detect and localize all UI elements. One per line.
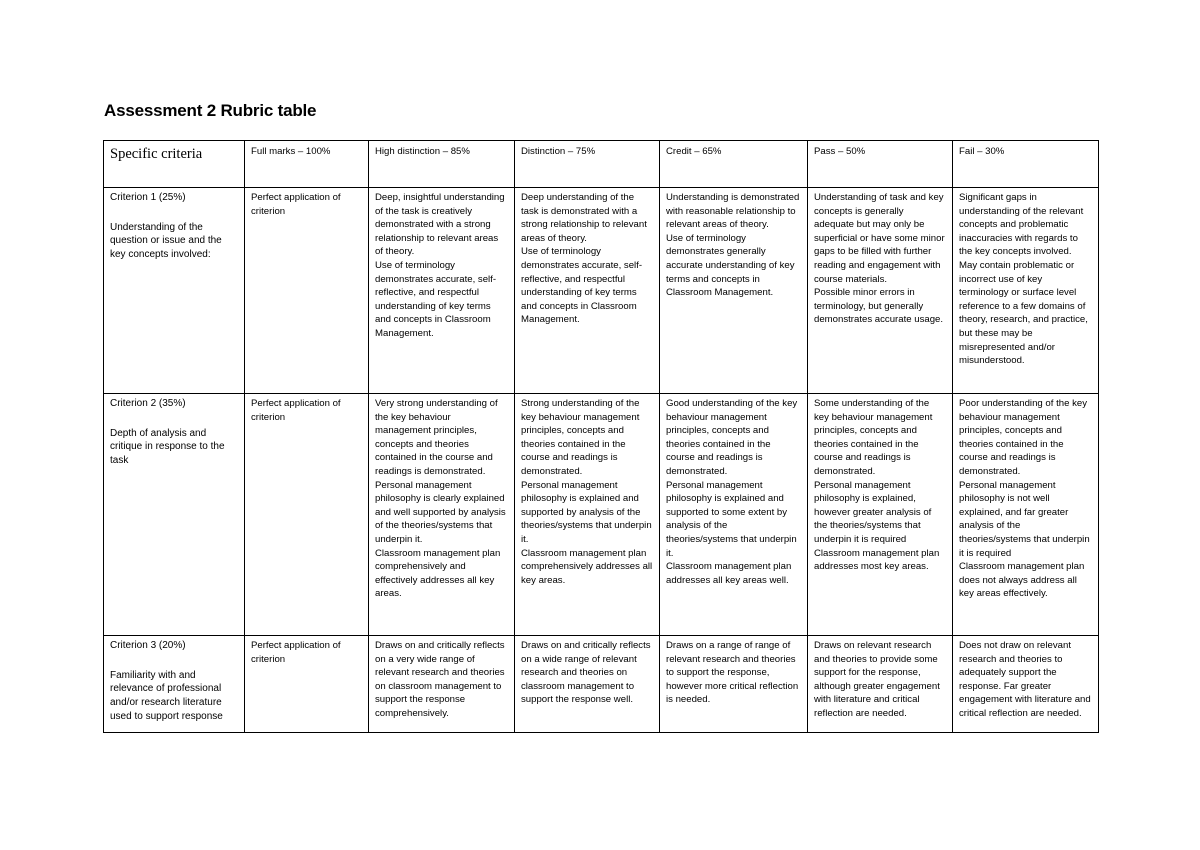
distinction-cell: Strong understanding of the key behaviour management principles, concepts and theories contained in the course and readings is demonstrated. Personal management philosophy is explained and supported by analysis of the theories/systems that underpin it. Classroom management plan comprehensively addresses all key areas. xyxy=(515,394,660,636)
criterion-title: Criterion 1 (25%) xyxy=(110,192,186,203)
full-marks-cell: Perfect application of criterion xyxy=(245,394,369,636)
criterion-cell xyxy=(104,636,245,733)
header-credit: Credit – 65% xyxy=(660,141,808,188)
criterion-description: Depth of analysis and critique in response to the task xyxy=(110,427,225,467)
distinction-cell: Draws on and critically reflects on a wide range of relevant research and theories on classroom management to support the response well. xyxy=(515,636,660,733)
fail-cell: Poor understanding of the key behaviour management principles, concepts and theories contained in the course and readings is demonstrated. Personal management philosophy is not well explained, and far greater analysis of the theories/systems that underpin it is required Classroom management plan does not always address all key areas effectively. xyxy=(953,394,1099,636)
fail-cell: Significant gaps in understanding of the relevant concepts and problematic inaccuracies with regards to the key concepts involved. May contain problematic or incorrect use of key terminology or surface level reference to a few domains of theory, research, and practice, but these may be misrepresented and/or misunderstood. xyxy=(953,188,1099,394)
criterion-cell xyxy=(104,188,245,394)
table-row xyxy=(104,188,1099,394)
criterion-description: Familiarity with and relevance of professional and/or research literature used to support response xyxy=(110,669,223,722)
criterion-description: Understanding of the question or issue and the key concepts involved: xyxy=(110,221,222,261)
rubric-table xyxy=(103,140,1099,733)
header-fail: Fail – 30% xyxy=(953,141,1099,188)
high-distinction-cell: Very strong understanding of the key behaviour management principles, concepts and theories contained in the course and readings is demonstrated. Personal management philosophy is clearly explained and well supported by analysis of the theories/systems that underpin it. Classroom management plan comprehensively and effectively addresses all key areas. xyxy=(369,394,515,636)
fail-cell: Does not draw on relevant research and theories to adequately support the response. Far greater engagement with literature and critical reflection are needed. xyxy=(953,636,1099,733)
header-specific-criteria: Specific criteria xyxy=(104,141,245,188)
criterion-title: Criterion 2 (35%) xyxy=(110,398,186,409)
header-full-marks: Full marks – 100% xyxy=(245,141,369,188)
pass-cell: Some understanding of the key behaviour management principles, concepts and theories contained in the course and readings is demonstrated. Personal management philosophy is explained, however greater analysis of the theories/systems that underpin it is required Classroom management plan addresses most key areas. xyxy=(808,394,953,636)
criterion-cell xyxy=(104,394,245,636)
high-distinction-cell: Draws on and critically reflects on a very wide range of relevant research and theories on classroom management to support the response comprehensively. xyxy=(369,636,515,733)
pass-cell: Understanding of task and key concepts is generally adequate but may only be superficial or have some minor gaps to be filled with further reading and engagement with course materials. Possible minor errors in terminology, but generally demonstrates accurate usage. xyxy=(808,188,953,394)
header-pass: Pass – 50% xyxy=(808,141,953,188)
table-header-row xyxy=(104,141,1099,188)
table-row xyxy=(104,394,1099,636)
header-high-distinction: High distinction – 85% xyxy=(369,141,515,188)
table-row xyxy=(104,636,1099,733)
credit-cell: Understanding is demonstrated with reasonable relationship to relevant areas of theory. Use of terminology demonstrates generally accurate understanding of key terms and concepts in Classroom Management. xyxy=(660,188,808,394)
credit-cell: Good understanding of the key behaviour management principles, concepts and theories contained in the course and readings is demonstrated. Personal management philosophy is explained and supported to some extent by analysis of the theories/systems that underpin it. Classroom management plan addresses all key areas well. xyxy=(660,394,808,636)
criterion-title: Criterion 3 (20%) xyxy=(110,640,186,651)
full-marks-cell: Perfect application of criterion xyxy=(245,636,369,733)
high-distinction-cell: Deep, insightful understanding of the task is creatively demonstrated with a strong relationship to relevant areas of theory. Use of terminology demonstrates accurate, self-reflective, and respectful understanding of key terms and concepts in Classroom Management. xyxy=(369,188,515,394)
document-title: Assessment 2 Rubric table xyxy=(104,101,317,120)
distinction-cell: Deep understanding of the task is demonstrated with a strong relationship to relevant areas of theory. Use of terminology demonstrates accurate, self-reflective, and respectful understanding of key terms and concepts in Classroom Management. xyxy=(515,188,660,394)
credit-cell: Draws on a range of range of relevant research and theories to support the response, however more critical reflection is needed. xyxy=(660,636,808,733)
pass-cell: Draws on relevant research and theories to provide some support for the response, although greater engagement with literature and critical reflection are needed. xyxy=(808,636,953,733)
header-distinction: Distinction – 75% xyxy=(515,141,660,188)
full-marks-cell: Perfect application of criterion xyxy=(245,188,369,394)
